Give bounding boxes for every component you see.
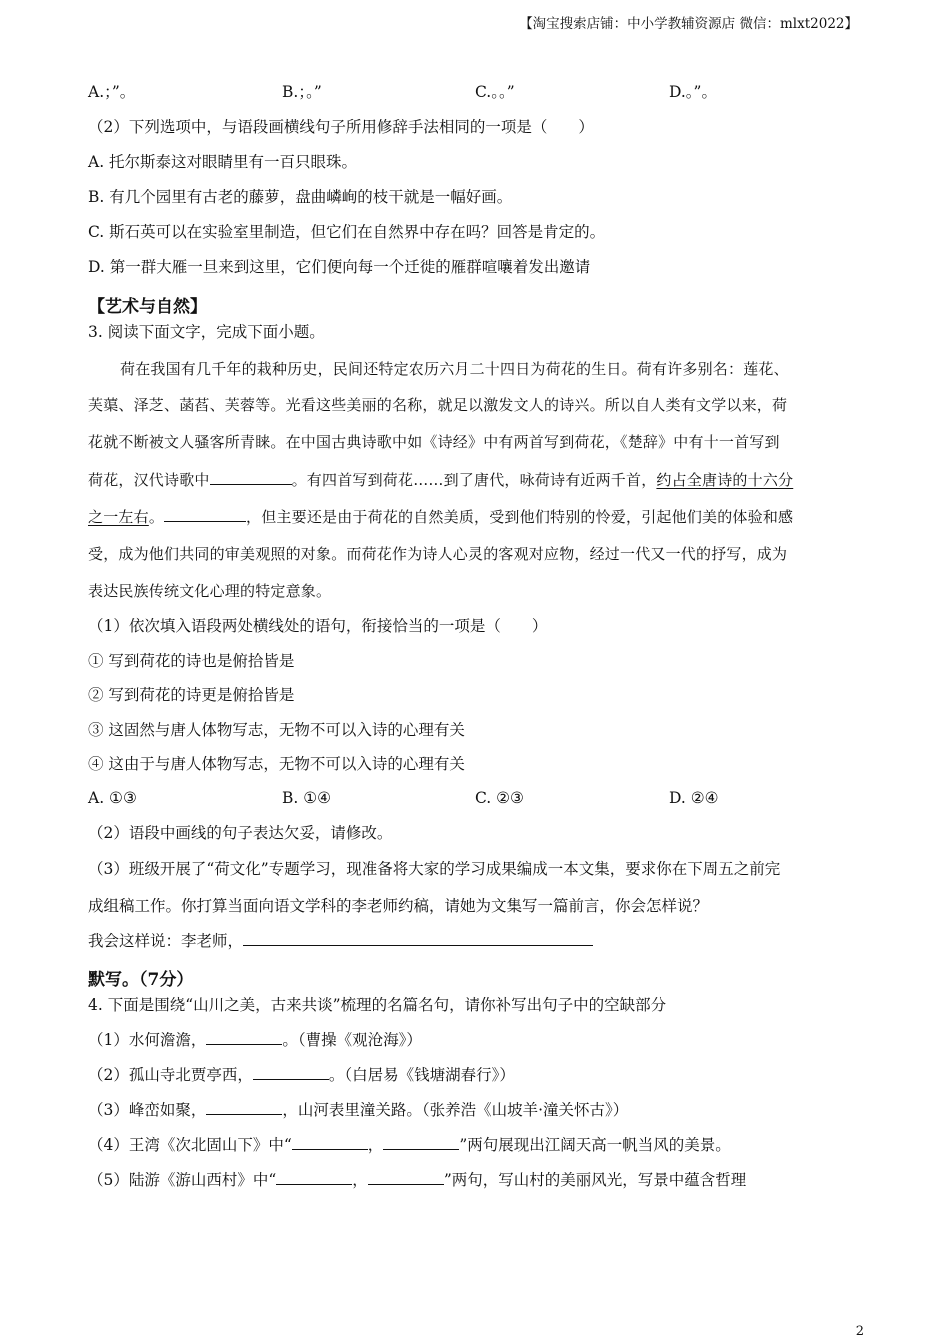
q3-passage-line: 受，成为他们共同的审美观照的对象。而荷花作为诗人心灵的客观对应物，经过一代又一代的抒写，成为 bbox=[88, 545, 788, 563]
answer-blank[interactable] bbox=[243, 931, 593, 946]
passage-text: 。 bbox=[148, 508, 165, 526]
q3-choice-2: ② 写到荷花的诗更是俯拾皆是 bbox=[88, 686, 295, 704]
q3-option-a: A. ①③ bbox=[88, 789, 137, 807]
item-text: ”两句展现出江阔天高一帆当风的美景。 bbox=[459, 1136, 731, 1154]
q4-item-3 bbox=[88, 1100, 628, 1120]
q2-option-c: C. 斯石英可以在实验室里制造，但它们在自然界中存在吗？回答是肯定的。 bbox=[88, 223, 606, 241]
q3-passage-line: 芙蕖、泽芝、菡萏、芙蓉等。光看这些美丽的名称，就足以激发文人的诗兴。所以自人类有文学以来，荷 bbox=[88, 396, 788, 414]
q3-option-c: C. ②③ bbox=[475, 789, 524, 807]
passage-text: 荷花，汉代诗歌中 bbox=[88, 471, 210, 489]
section-art-nature: 【艺术与自然】 bbox=[88, 297, 207, 317]
dictation-blank[interactable] bbox=[292, 1135, 368, 1150]
q4-item-4 bbox=[88, 1135, 731, 1155]
section-dictation: 默写。（7分） bbox=[88, 970, 194, 990]
prev-option-b: B.；。” bbox=[282, 83, 322, 101]
item-text: 。（曹操《观沧海》） bbox=[282, 1031, 422, 1049]
q3-choice-4: ④ 这由于与唐人体物写志，无物不可以入诗的心理有关 bbox=[88, 755, 465, 773]
page-number: 2 bbox=[855, 1324, 864, 1339]
item-text: （4）王湾《次北固山下》中“ bbox=[88, 1136, 292, 1154]
q3-sub1: （1）依次填入语段两处横线处的语句，衔接恰当的一项是（ ） bbox=[88, 617, 548, 635]
item-text: （3）峰峦如聚， bbox=[88, 1101, 207, 1119]
q3-sub3-line: （3）班级开展了“荷文化”专题学习，现准备将大家的学习成果编成一本文集，要求你在下周五之前完 bbox=[88, 860, 781, 878]
answer-prefix: 我会这样说：李老师， bbox=[88, 932, 244, 950]
q2-option-a: A. 托尔斯泰这对眼睛里有一百只眼珠。 bbox=[88, 153, 358, 171]
page-header: 【淘宝搜索店铺：中小学教辅资源店 微信：mlxt2022】 bbox=[519, 16, 858, 32]
fill-blank-2[interactable] bbox=[164, 507, 246, 522]
q3-option-d: D. ②④ bbox=[669, 789, 719, 807]
q3-sub2: （2）语段中画线的句子表达欠妥，请修改。 bbox=[88, 824, 393, 842]
passage-text: 。有四首写到荷花……到了唐代，咏荷诗有近两千首， bbox=[291, 471, 657, 489]
dictation-blank[interactable] bbox=[206, 1030, 282, 1045]
q3-answer-line bbox=[88, 931, 593, 951]
q3-title: 3. 阅读下面文字，完成下面小题。 bbox=[88, 323, 325, 341]
q3-passage-line bbox=[88, 506, 793, 527]
underlined-sentence: 约占全唐诗的十六分 bbox=[656, 471, 794, 489]
q2-stem: （2）下列选项中，与语段画横线句子所用修辞手法相同的一项是（ ） bbox=[88, 118, 594, 136]
item-text: （1）水何澹澹， bbox=[88, 1031, 207, 1049]
dictation-blank[interactable] bbox=[276, 1170, 352, 1185]
q3-passage-line: 花就不断被文人骚客所青睐。在中国古典诗歌中如《诗经》中有两首写到荷花，《楚辞》中有十一首写到 bbox=[88, 433, 780, 451]
q4-item-5 bbox=[88, 1170, 746, 1190]
item-text: ， bbox=[352, 1171, 368, 1189]
dictation-blank[interactable] bbox=[253, 1065, 329, 1080]
item-text: ”两句，写山村的美丽风光，写景中蕴含哲理 bbox=[443, 1171, 747, 1189]
q3-choice-1: ① 写到荷花的诗也是俯拾皆是 bbox=[88, 652, 295, 670]
item-text: ， bbox=[367, 1136, 384, 1154]
q3-option-b: B. ①④ bbox=[282, 789, 332, 807]
prev-option-a: A.；”。 bbox=[88, 83, 136, 101]
item-text: ，山河表里潼关路。（张养浩《山坡羊·潼关怀古》） bbox=[282, 1101, 629, 1119]
underlined-sentence: 之一左右 bbox=[88, 508, 149, 526]
fill-blank-1[interactable] bbox=[210, 470, 292, 485]
dictation-blank[interactable] bbox=[206, 1100, 282, 1115]
q2-option-b: B. 有几个园里有古老的藤萝，盘曲嶙峋的枝干就是一幅好画。 bbox=[88, 188, 513, 206]
dictation-blank[interactable] bbox=[368, 1170, 444, 1185]
prev-option-d: D.。”。 bbox=[669, 83, 717, 101]
q2-option-d: D. 第一群大雁一旦来到这里，它们便向每一个迁徙的雁群喧嚷着发出邀请 bbox=[88, 258, 591, 276]
item-text: （2）孤山寺北贾亭西， bbox=[88, 1066, 253, 1084]
prev-option-c: C.。。” bbox=[475, 83, 515, 101]
item-text: 。（白居易《钱塘湖春行》） bbox=[328, 1066, 515, 1084]
q4-item-1 bbox=[88, 1030, 422, 1050]
passage-text: ，但主要还是由于荷花的自然美质，受到他们特别的怜爱，引起他们美的体验和感 bbox=[246, 508, 794, 526]
q3-passage-line: 荷在我国有几千年的栽种历史，民间还特定农历六月二十四日为荷花的生日。荷有许多别名：莲花、 bbox=[120, 360, 789, 378]
dictation-blank[interactable] bbox=[383, 1135, 459, 1150]
q3-passage-line: 表达民族传统文化心理的特定意象。 bbox=[88, 582, 332, 600]
q3-sub3-line: 成组稿工作。你打算当面向语文学科的李老师约稿，请她为文集写一篇前言，你会怎样说？ bbox=[88, 897, 709, 915]
q4-item-2 bbox=[88, 1065, 515, 1085]
q3-passage-line bbox=[88, 469, 793, 490]
q4-title: 4. 下面是围绕“山川之美，古来共谈”梳理的名篇名句，请你补写出句子中的空缺部分 bbox=[88, 996, 667, 1014]
q3-choice-3: ③ 这固然与唐人体物写志，无物不可以入诗的心理有关 bbox=[88, 721, 465, 739]
item-text: （5）陆游《游山西村》中“ bbox=[88, 1171, 277, 1189]
